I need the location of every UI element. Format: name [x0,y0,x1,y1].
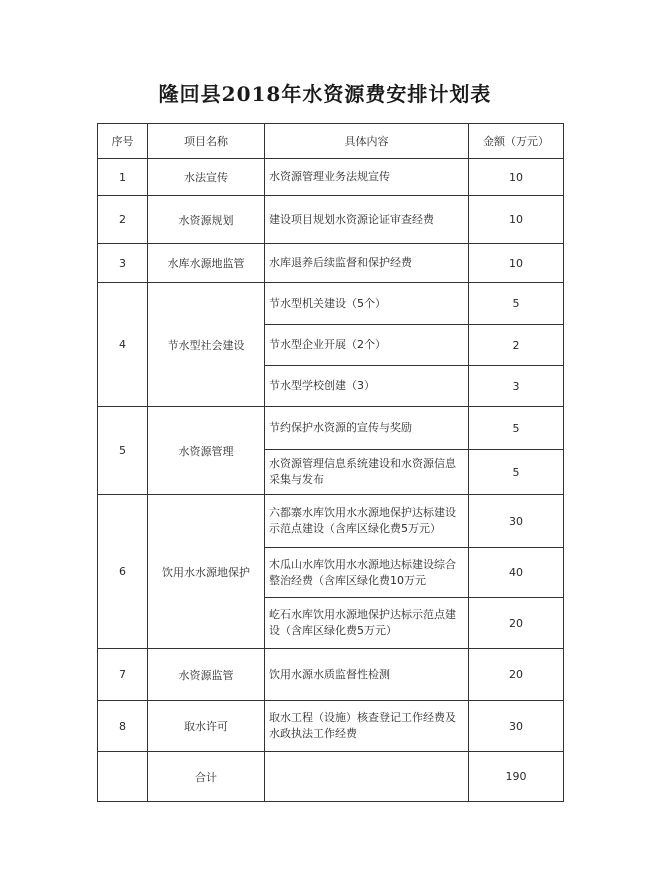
row-seq: 6 [98,495,148,649]
row-content: 取水工程（设施）核查登记工作经费及水政执法工作经费 [265,701,469,752]
row-amount: 20 [469,598,564,649]
row-amount: 10 [469,244,564,283]
row-content: 水资源管理信息系统建设和水资源信息采集与发布 [265,450,469,495]
table-row [98,283,564,325]
row-amount: 20 [469,649,564,701]
row-seq: 4 [98,283,148,407]
row-amount: 10 [469,196,564,244]
header-row [98,124,564,159]
row-amount: 5 [469,450,564,495]
row-seq: 3 [98,244,148,283]
row-content: 建设项目规划水资源论证审查经费 [265,196,469,244]
row-content: 六都寨水库饮用水水源地保护达标建设示范点建设（含库区绿化费5万元） [265,495,469,548]
table-row [98,649,564,701]
row-content: 水库退养后续监督和保护经费 [265,244,469,283]
header-name: 项目名称 [148,124,265,159]
row-amount: 30 [469,701,564,752]
row-content: 木瓜山水库饮用水水源地达标建设综合整治经费（含库区绿化费10万元 [265,548,469,598]
row-name: 水资源监管 [148,649,265,701]
header-amount: 金额（万元） [469,124,564,159]
row-content: 屹石水库饮用水源地保护达标示范点建设（含库区绿化费5万元） [265,598,469,649]
row-amount: 30 [469,495,564,548]
row-name: 饮用水水源地保护 [148,495,265,649]
table-row [98,244,564,283]
table-row [98,407,564,450]
row-content: 节约保护水资源的宣传与奖励 [265,407,469,450]
header-content: 具体内容 [265,124,469,159]
total-row [98,752,564,802]
row-content: 节水型学校创建（3） [265,366,469,407]
row-seq: 1 [98,159,148,196]
row-amount: 5 [469,283,564,325]
row-seq: 2 [98,196,148,244]
row-name: 节水型社会建设 [148,283,265,407]
table-row [98,701,564,752]
total-amount: 190 [469,752,564,802]
row-name: 取水许可 [148,701,265,752]
table-row [98,159,564,196]
row-name: 水资源规划 [148,196,265,244]
row-amount: 10 [469,159,564,196]
row-seq: 7 [98,649,148,701]
row-amount: 3 [469,366,564,407]
total-seq-cell [98,752,148,802]
page-title: 隆回县2018年水资源费安排计划表 [158,82,492,106]
row-content: 饮用水源水质监督性检测 [265,649,469,701]
table-row [98,495,564,548]
row-name: 水资源管理 [148,407,265,495]
row-content: 节水型企业开展（2个） [265,325,469,366]
row-seq: 5 [98,407,148,495]
row-seq: 8 [98,701,148,752]
total-label: 合计 [148,752,265,802]
row-content: 水资源管理业务法规宣传 [265,159,469,196]
row-name: 水法宣传 [148,159,265,196]
row-amount: 2 [469,325,564,366]
header-seq: 序号 [98,124,148,159]
total-content-cell [265,752,469,802]
row-amount: 5 [469,407,564,450]
row-content: 节水型机关建设（5个） [265,283,469,325]
table-row [98,196,564,244]
row-name: 水库水源地监管 [148,244,265,283]
plan-table [97,123,564,802]
row-amount: 40 [469,548,564,598]
